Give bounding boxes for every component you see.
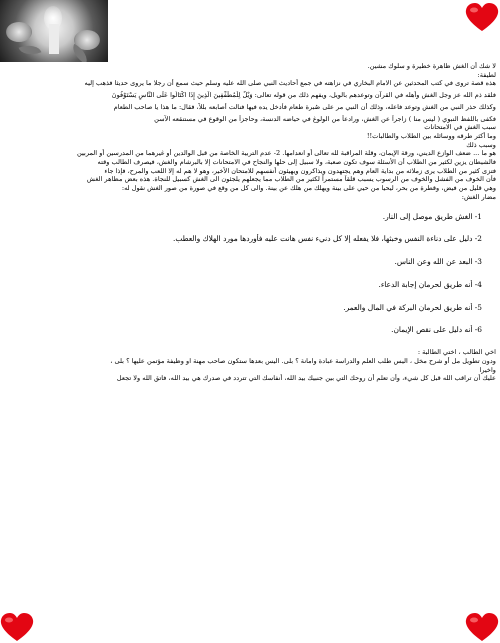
- intro-line: فأن الخوف من الفشل والخوف من الرسوب يسبب قلقاً مستمراً لكثير من الطلاب مما يجعلهم يلجئون الى الغش كسبيل للنجاة. هذه بعض مظاهر الغش: [86, 175, 496, 184]
- harm-item: 6- أنه دليل على نقص الإيمان.: [391, 325, 482, 335]
- harm-item: 5- أنه طريق لحرمان البركة في المال والعمر.: [343, 302, 482, 312]
- candle-icon: [49, 24, 59, 54]
- intro-line: لا شك أن الغش ظاهرة خطيرة و سلوك مشين.: [367, 62, 496, 70]
- heart-icon: [465, 612, 499, 642]
- section-heading: سبب الغش في الامتحانات: [424, 123, 496, 132]
- heart-icon: [465, 2, 499, 32]
- harm-item: 1- الغش طريق موصل إلى النار.: [382, 211, 482, 221]
- intro-line: هو ما ... ضعف الوازع الديني، ورقة الإيمان، وقلة المراقبة لله تعالى أو انعدامها. 2- عدم التربية الخاصة من قبل الوالدين أو غيرهما من المدرسين أو المربين: [77, 149, 496, 158]
- intro-line: وهي قليل من فيض، وقطرة من بحر، ليحيا من حيي على بينة ويهلك من هلك عن بينة. والى كل من وقع في صورة من صور الغش نقول له:: [121, 184, 496, 193]
- intro-line: فالشيطان يزين لكثير من الطلاب أن الأسئلة سوف تكون صعبة، ولا سبيل إلى حلها والنجاح في الامتحانات إلا بالبرشام والغش، فيصرف الطالب وقته: [97, 158, 496, 167]
- heart-icon: [0, 612, 34, 642]
- leaf-shape: [19, 41, 42, 59]
- harm-item: 2- دليل على دناءة النفس وخبثها، فلا يفعله إلا كل دنيء نفس هانت عليه فأوردها مورد الهلاك والعطب.: [173, 234, 482, 244]
- harm-item: 3- البعد عن الله وعن الناس.: [394, 257, 482, 267]
- intro-line: وما أكثر طرقه ووسائله بين الطلاب والطالبات!!: [366, 131, 496, 140]
- closing-line: واخيرا: [479, 365, 496, 374]
- intro-line: فتزى كثير من الطلاب يرى زملائه من بداية العام وهم يجتهدون ويذاكرون ويهيئون أنفسهم للامتحان الأخير، وهو لا هم له إلا اللعب والمرح، فإذا جاء: [104, 166, 496, 175]
- intro-line: وسبب ذلك: [466, 140, 496, 149]
- harm-item: 4- أنه طريق لحرمان إجابة الدعاء.: [378, 279, 482, 289]
- intro-line: فلقد ذم الله عز وجل الغش وأهله في القرآن وتوعدهم بالويل، ويفهم ذلك من قوله تعالى: وَيْلٌ لِلْمُطَفِّفِينَ الَّذِينَ إِذَا اكْتَالُوا عَلَى النَّاسِ يَسْتَوْفُونَ: [111, 91, 496, 100]
- closing-line: عليك أن تراقب الله قبل كل شيء، وأن تعلم أن روحك التي بين جنبيك بيد الله، أنفاسك التي تتردد في صدرك هي بيد الله، فاتق الله ولا تجعل: [116, 374, 496, 383]
- intro-line: وكذلك حذر النبي من الغش وتوعد فاعله، وذلك أن النبي مر على صُبرة طعام فأدخل يده فيها فنالت أصابعه بللاً، فقال: ما هذا يا صاحب الطعام: [113, 102, 496, 111]
- section-heading: مضار الغش:: [461, 192, 496, 201]
- closing-line: ودون تطويل مل أو شرح مخل ، اليس طلب العلم والدراسة عبادة وامانة ؟ بلى. اليس بعدها ستكون صاحب مهنة او وظيفة مؤتمن عليها ؟ بلى ،: [110, 356, 496, 365]
- closing-line: اخي الطالب ، اختي الطالبة :: [417, 348, 496, 357]
- candle-flower-photo: [0, 0, 108, 62]
- article-body: [4, 62, 496, 383]
- intro-line: هذه قصة تروى في كتب المحدثين عن الامام البخاري في نزاهته في جمع أحاديث النبي صلى الله عليه وسلم حيث سمع أن رجلا ما يروى حديثا فذهب إليه: [84, 79, 496, 88]
- flower-shape: [6, 22, 32, 42]
- intro-line: لطيفة:: [477, 70, 496, 79]
- intro-line: فكفى باللفظ النبوي ( ليس منا ) زاجراً عن الغش، ورادعاً من الولوغ في حياضه الدنسة، وحاجزاً من الوقوع في مستنقعه الآسن: [154, 114, 496, 123]
